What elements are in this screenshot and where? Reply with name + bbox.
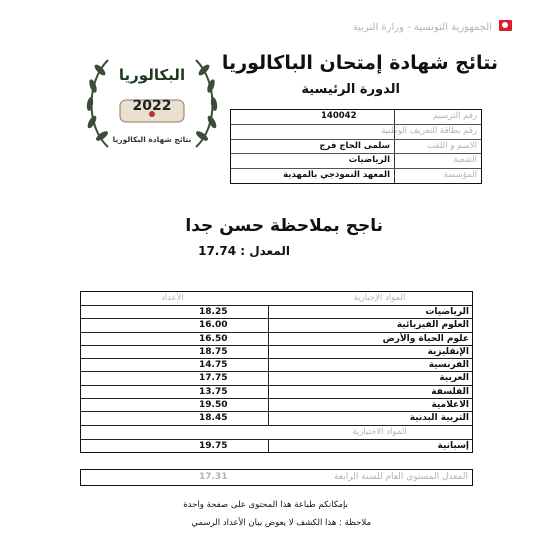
optional-subjects-header: المواد الاختيارية [352, 426, 407, 437]
annual-average-box [80, 469, 473, 486]
tunisia-flag-icon [499, 20, 512, 31]
empty-cell [81, 426, 287, 439]
grade: 16.50 [81, 332, 268, 345]
table-row [81, 385, 472, 398]
table-row [81, 371, 472, 384]
table-row [81, 411, 472, 424]
info-label: الشعبة [453, 155, 477, 166]
grades-column-header: الأعداد [161, 293, 184, 303]
table-row [81, 398, 472, 411]
subject: العلوم الفيزيائية [268, 318, 472, 331]
info-row [231, 153, 481, 168]
subject: الفرنسية [268, 358, 472, 371]
section: الرياضيات [231, 154, 395, 168]
info-label: رقم بطاقة التعريف الوطنية [381, 125, 477, 136]
disclaimer-note: ملاحظة : هذا الكشف لا يعوض بيان الأعداد الرسمي [191, 518, 371, 528]
required-subjects-header: المواد الإجبارية [353, 293, 406, 303]
grade: 14.75 [81, 358, 268, 371]
table-row [81, 305, 472, 318]
table-row [81, 345, 472, 358]
table-row [81, 439, 472, 452]
institution: المعهد النموذجي بالمهدية [231, 169, 395, 183]
info-row [231, 124, 481, 139]
grades-table [80, 291, 473, 453]
annual-average-label: المعدل المستوى العام للسنة الرابعة [334, 472, 468, 482]
session-title: الدورة الرئيسية [301, 82, 400, 97]
info-row [231, 110, 481, 124]
subject: العربية [268, 371, 472, 384]
table-row [81, 358, 472, 371]
ministry-line: الجمهورية التونسية - وزارة التربية [352, 22, 492, 33]
info-label: الاسم و اللقب [427, 140, 477, 151]
page-title: نتائج شهادة إمتحان الباكالوريا [221, 52, 498, 74]
info-row [231, 139, 481, 154]
subject: الإنقليزية [268, 345, 472, 358]
grade: 19.75 [81, 439, 268, 452]
info-label: المؤسسة [443, 170, 477, 181]
logo-caption: نتائج شهادة البكالوريا [112, 135, 192, 144]
candidate-info-table [230, 109, 482, 184]
table-row [81, 332, 472, 345]
grade: 18.25 [81, 305, 268, 318]
info-label: رقم الترسيم [432, 111, 477, 121]
subject: إسبانية [268, 439, 472, 452]
print-note: بإمكانكم طباعة هذا المحتوى على صفحة واحدة [183, 500, 348, 510]
grade: 16.00 [81, 318, 268, 331]
grade: 13.75 [81, 385, 268, 398]
id-card-number [231, 125, 395, 139]
grades-header [81, 292, 472, 305]
logo-line1: البكالوريا [118, 66, 186, 84]
subject: التربية البدنية [268, 411, 472, 424]
info-row [231, 168, 481, 183]
optional-header [81, 425, 472, 439]
grade: 18.75 [81, 345, 268, 358]
table-row [81, 318, 472, 331]
subject: الاعلامية [268, 398, 472, 411]
grade: 18.45 [81, 411, 268, 424]
grade: 17.75 [81, 371, 268, 384]
subject: علوم الحياة والأرض [268, 332, 472, 345]
annual-average-value: 17.31 [199, 472, 228, 482]
result-text: ناجح بملاحظة حسن جدا [185, 216, 383, 236]
baccalaureate-logo [78, 42, 226, 162]
grade: 19.50 [81, 398, 268, 411]
registration-number: 140042 [231, 110, 395, 124]
candidate-name: سلمى الحاج فرج [231, 140, 395, 154]
subject: الرياضيات [268, 305, 472, 318]
logo-year: 2022 [132, 98, 172, 114]
average: المعدل : 17.74 [198, 244, 290, 258]
subject: الفلسفة [268, 385, 472, 398]
